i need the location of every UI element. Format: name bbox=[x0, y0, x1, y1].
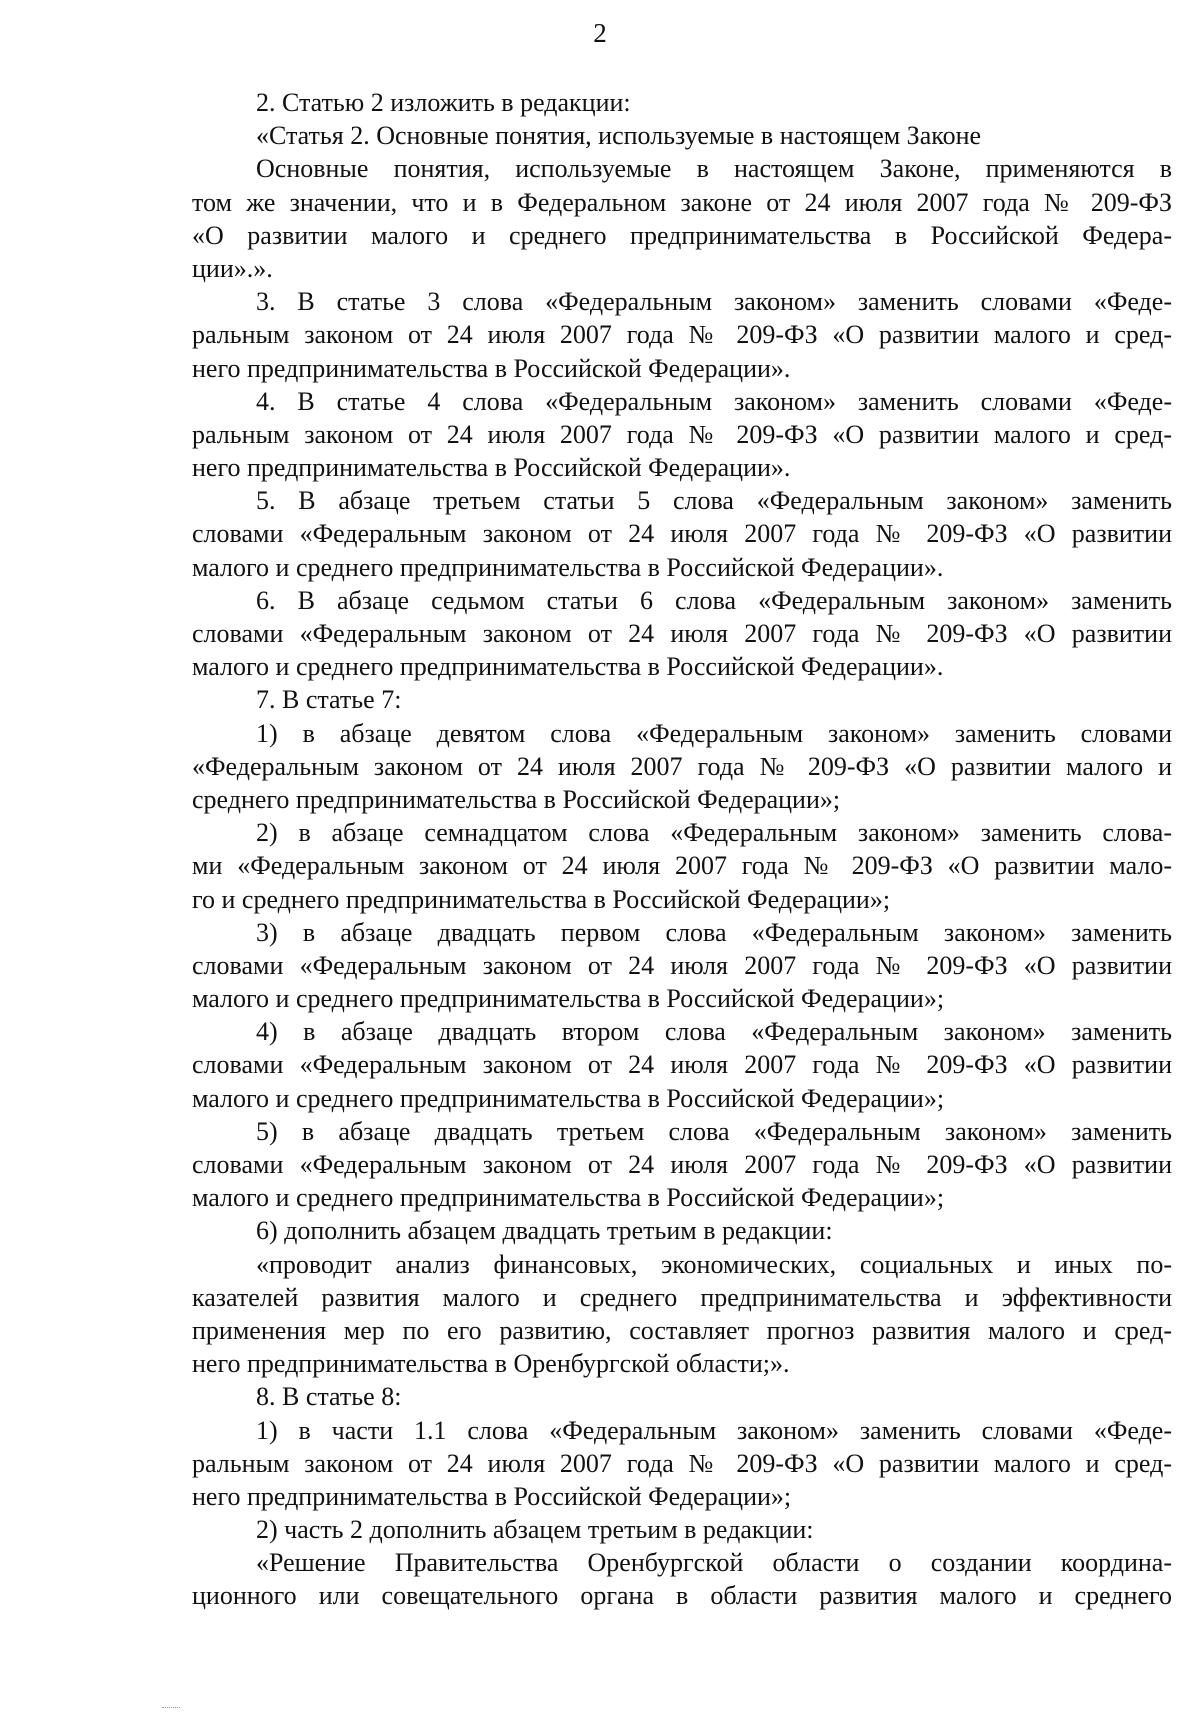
text-line: малого и среднего предпринимательства в Российской Федерации»; bbox=[192, 1083, 945, 1113]
text-line: 4. В статье 4 слова «Федеральным законом» заменить словами «Феде- bbox=[256, 386, 1172, 416]
text-line: «проводит анализ финансовых, экономических, социальных и иных по- bbox=[256, 1249, 1172, 1279]
text-line: Основные понятия, используемые в настоящем Законе, применяются в bbox=[256, 154, 1172, 184]
text-line: среднего предпринимательства в Российской Федерации»; bbox=[192, 784, 841, 814]
text-line: ральным законом от 24 июля 2007 года № 209-ФЗ «О развитии малого и сред- bbox=[192, 1448, 1172, 1478]
text-line: словами «Федеральным законом от 24 июля 2007 года № 209-ФЗ «О развитии bbox=[192, 1150, 1172, 1179]
text-line: малого и среднего предпринимательства в Российской Федерации»; bbox=[192, 1183, 945, 1213]
text-line: словами «Федеральным законом от 24 июля 2007 года № 209-ФЗ «О развитии bbox=[192, 1050, 1172, 1080]
text-line: него предпринимательства в Российской Федерации»; bbox=[192, 1481, 792, 1511]
text-line: 8. В статье 8: bbox=[256, 1382, 402, 1412]
text-line: 3. В статье 3 слова «Федеральным законом» заменить словами «Феде- bbox=[256, 287, 1172, 317]
text-line: применения мер по его развитию, составляет прогноз развития малого и сред- bbox=[192, 1315, 1172, 1345]
text-line: малого и среднего предпринимательства в Российской Федерации». bbox=[192, 652, 944, 682]
text-line: 3) в абзаце двадцать первом слова «Федеральным законом» заменить bbox=[256, 917, 1172, 947]
text-line: «Федеральным законом от 24 июля 2007 года № 209-ФЗ «О развитии малого и bbox=[192, 751, 1172, 781]
text-line: 1) в абзаце девятом слова «Федеральным законом» заменить словами bbox=[256, 718, 1172, 748]
text-line: 6. В абзаце седьмом статьи 6 слова «Федеральным законом» заменить bbox=[256, 585, 1172, 615]
text-line: казателей развития малого и среднего предпринимательства и эффективности bbox=[192, 1282, 1172, 1312]
text-line: 5. В абзаце третьем статьи 5 слова «Федеральным законом» заменить bbox=[256, 486, 1172, 516]
text-line: малого и среднего предпринимательства в Российской Федерации». bbox=[192, 552, 944, 582]
page-number: 2 bbox=[593, 18, 607, 48]
text-line: «Статья 2. Основные понятия, используемые в настоящем Законе bbox=[256, 121, 982, 151]
text-line: ми «Федеральным законом от 24 июля 2007 года № 209-ФЗ «О развитии мало- bbox=[192, 851, 1172, 881]
text-line: ционного или совещательного органа в области развития малого и среднего bbox=[192, 1581, 1172, 1611]
text-line: том же значении, что и в Федеральном законе от 24 июля 2007 года № 209-ФЗ bbox=[192, 187, 1172, 217]
text-line: 2. Статью 2 изложить в редакции: bbox=[256, 88, 631, 117]
text-line: него предпринимательства в Российской Федерации». bbox=[192, 353, 791, 383]
text-line: 1) в части 1.1 слова «Федеральным законом» заменить словами «Феде- bbox=[256, 1415, 1172, 1445]
text-line: него предпринимательства в Российской Федерации». bbox=[192, 453, 791, 483]
text-line: 2) часть 2 дополнить абзацем третьим в редакции: bbox=[256, 1515, 814, 1545]
text-line: 6) дополнить абзацем двадцать третьим в редакции: bbox=[256, 1216, 833, 1246]
text-line: ции».». bbox=[192, 253, 273, 283]
text-line: 2) в абзаце семнадцатом слова «Федеральным законом» заменить слова- bbox=[256, 818, 1172, 848]
text-line: словами «Федеральным законом от 24 июля 2007 года № 209-ФЗ «О развитии bbox=[192, 619, 1172, 648]
text-line: ральным законом от 24 июля 2007 года № 209-ФЗ «О развитии малого и сред- bbox=[192, 320, 1172, 350]
text-line: го и среднего предпринимательства в Российской Федерации»; bbox=[192, 884, 891, 914]
document-body bbox=[192, 86, 1172, 1613]
text-line: 7. В статье 7: bbox=[256, 685, 402, 715]
text-line: словами «Федеральным законом от 24 июля 2007 года № 209-ФЗ «О развитии bbox=[192, 950, 1172, 980]
text-line: него предпринимательства в Оренбургской области;». bbox=[192, 1349, 790, 1379]
text-line: ральным законом от 24 июля 2007 года № 209-ФЗ «О развитии малого и сред- bbox=[192, 419, 1172, 449]
text-line: «О развитии малого и среднего предпринимательства в Российской Федера- bbox=[192, 220, 1172, 250]
scan-speck bbox=[162, 1707, 180, 1710]
text-line: 4) в абзаце двадцать втором слова «Федеральным законом» заменить bbox=[256, 1017, 1172, 1047]
text-line: «Решение Правительства Оренбургской области о создании координа- bbox=[256, 1548, 1172, 1578]
text-line: малого и среднего предпринимательства в Российской Федерации»; bbox=[192, 984, 945, 1014]
text-line: словами «Федеральным законом от 24 июля 2007 года № 209-ФЗ «О развитии bbox=[192, 519, 1172, 549]
text-line: 5) в абзаце двадцать третьем слова «Федеральным законом» заменить bbox=[256, 1116, 1172, 1146]
